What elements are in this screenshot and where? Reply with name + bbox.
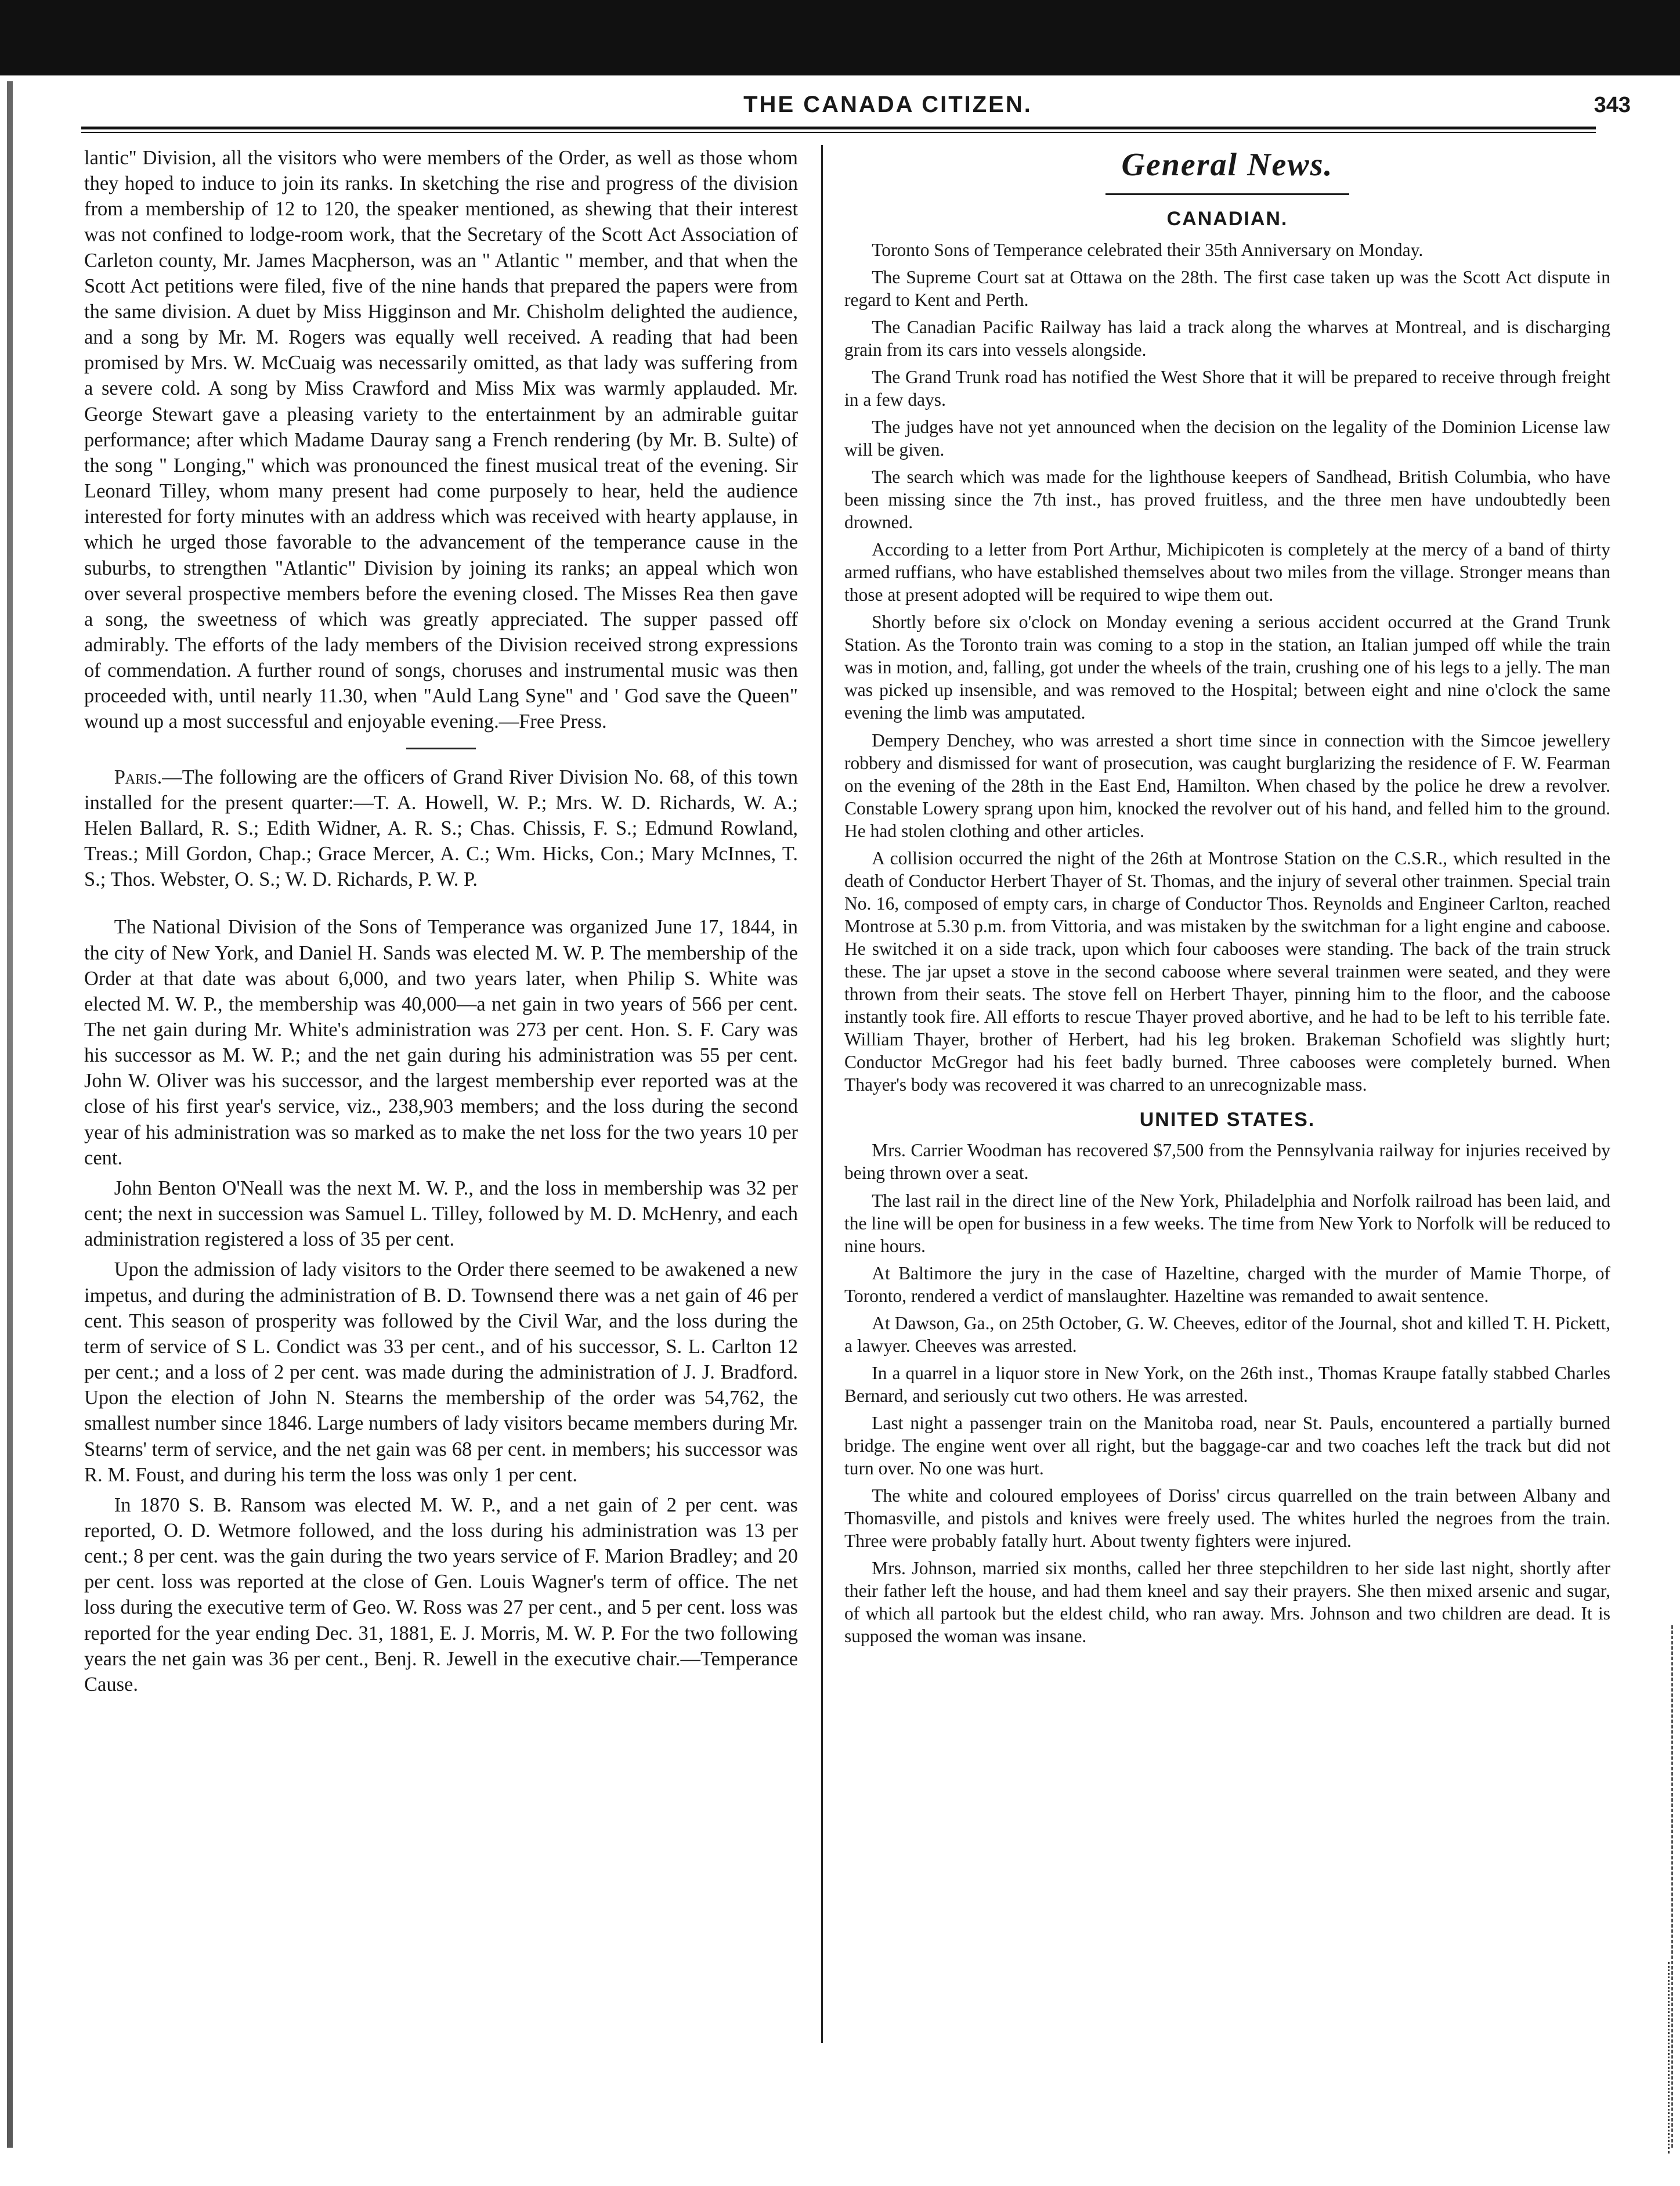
scan-top-band (0, 0, 1680, 75)
paris-lead: Paris. (114, 766, 162, 788)
column-separator (406, 748, 476, 749)
canadian-heading: CANADIAN. (1166, 208, 1288, 230)
masthead-title: THE CANADA CITIZEN. (743, 92, 1032, 117)
scan-right-edge-marks (1666, 1962, 1670, 2153)
article-paragraph: lantic" Division, all the visitors who were members of the Order, as well as those whom they hoped to induce to join its ranks. In sketching the rise and progress of the division from a membership of 12 to 120, the speaker mentioned, as shewing that their interest was not confined to lodge-room work, that the Secretary of the Scott Act Association of Carleton county, Mr. James Macpherson, was an " Atlantic " member, and that when the Scott Act petitions were filed, five of the nine hands that prepared the papers were from the same division. A duet by Miss Higginson and Mr. Chisholm delighted the audience, and a song by Mr. M. Rogers was equally well received. A reading that had been promised by Mrs. W. McCuaig was necessarily omitted, as that lady was suffering from a severe cold. A song by Miss Crawford and Miss Mix was warmly applauded. Mr. George Stewart gave a pleasing variety to the entertainment by an admirable guitar performance; after which Madame Dauray sang a French rendering (by Mr. B. Sulte) of the song " Longing," which was pronounced the finest musical treat of the evening. Sir Leonard Tilley, whom many present had come purposely to hear, held the audience interested for forty minutes with an address which was received with hearty applause, in which he urged those favorable to the advancement of the temperance cause in the suburbs, to strengthen "Atlantic" Division by joining its ranks; an appeal which won over several prospective members before the evening closed. The Misses Rea then gave a song, the sweetness of which was greatly appreciated. The supper passed off admirably. The efforts of the lady members of the Division received strong expressions of commendation. A further round of songs, choruses and instrumental music was then proceeded with, until nearly 11.30, when "Auld Lang Syne" and ' God save the Queen" wound up a most successful and enjoyable evening.—Free Press. (84, 147, 798, 733)
news-item: In a quarrel in a liquor store in New York, on the 26th inst., Thomas Kraupe fatally stabbed Charles Bernard, and seriously cut two others. He was arrested. (844, 1362, 1610, 1406)
news-item: Shortly before six o'clock on Monday evening a serious accident occurred at the Grand Trunk Station. As the Toronto train was coming to a stop in the station, an Italian jumped off while the train was in motion, and, falling, got under the wheels of the train, crushing one of his legs to a jelly. The man was picked up insensible, and was removed to the Hospital; between eight and nine o'clock the same evening the limb was amputated. (844, 612, 1610, 723)
scan-left-edge (7, 81, 13, 2148)
news-item: The Supreme Court sat at Ottawa on the 28th. The first case taken up was the Scott Act dispute in regard to Kent and Perth. (844, 266, 1610, 310)
news-item: A collision occurred the night of the 26th at Montrose Station on the C.S.R., which resulted in the death of Conductor Herbert Thayer of St. Thomas, and the injury of several other trainmen. Special train No. 16, composed of empty cars, in charge of Conductor Thos. Reynolds and Engineer Carlton, reached Montrose at 5.30 p.m. from Vittoria, and was mistaken by the switchman for a light engine and caboose. He switched it on a side track, upon which four cabooses were standing. The back of the train struck these. The jar upset a stove in the second caboose where several trainmen were seated, and they were thrown from their seats. The stove fell on Herbert Thayer, pinning him to the floor, and the caboose instantly took fire. All efforts to rescue Thayer proved abortive, and he had to be left to his terrible fate. William Thayer, brother of Herbert, had his leg broken. Brakeman Schofield was slightly hurt; Conductor McGregor had his feet badly burned. Three cabooses were completely burned. When Thayer's body was recovered it was charred to an unrecognizable mass. (844, 847, 1610, 1095)
header-rule (81, 127, 1596, 133)
section-title: General News. (1121, 147, 1334, 183)
us-heading: UNITED STATES. (1139, 1109, 1316, 1131)
news-item: Mrs. Carrier Woodman has recovered $7,500 from the Pennsylvania railway for injuries received by being thrown over a seat. (844, 1140, 1610, 1184)
news-item: Dempery Denchey, who was arrested a short time since in connection with the Simcoe jewellery robbery and dismissed for want of prosecution, was caught burglarizing the residence of F. W. Fearman on the evening of the 28th in the East End, Hamilton. When chased by the police he drew a revolver. Constable Lowery sprang upon him, knocked the revolver out of his hand, and felled him to the ground. He had stolen clothing and other articles. (844, 730, 1610, 841)
paris-officers-paragraph (84, 764, 798, 893)
news-item: The Grand Trunk road has notified the West Shore that it will be prepared to receive through freight in a few days. (844, 366, 1610, 410)
news-item: At Dawson, Ga., on 25th October, G. W. Cheeves, editor of the Journal, shot and killed T. H. Pickett, a lawyer. Cheeves was arrested. (844, 1312, 1610, 1356)
news-item: The last rail in the direct line of the New York, Philadelphia and Norfolk railroad has been laid, and the line will be open for business in a few weeks. The time from New York to Norfolk will be reduced to nine hours. (844, 1190, 1610, 1256)
scan-right-edge (1669, 1625, 1673, 2148)
news-item: Toronto Sons of Temperance celebrated their 35th Anniversary on Monday. (872, 239, 1424, 260)
news-item: Last night a passenger train on the Manitoba road, near St. Pauls, encountered a partially burned bridge. The engine went over all right, but the baggage-car and two coaches left the track but did not turn over. No one was hurt. (844, 1412, 1610, 1479)
news-item: The search which was made for the lighthouse keepers of Sandhead, British Columbia, who have been missing since the 7th inst., has proved fruitless, and the three men have undoubtedly been drowned. (844, 467, 1610, 533)
section-title-rule (1105, 193, 1349, 195)
paris-text: —The following are the officers of Grand River Division No. 68, of this town installed for the present quarter:—T. A. Howell, W. P.; Mrs. W. D. Richards, W. A.; Helen Ballard, R. S.; Edith Widner, A. R. S.; Chas. Chissis, F. S.; Edmund Rowland, Treas.; Mill Gordon, Chap.; Grace Mercer, A. C.; Wm. Hicks, Con.; Mary McInnes, T. S.; Thos. Webster, O. S.; W. D. Richards, P. W. P. (84, 766, 798, 891)
news-item: According to a letter from Port Arthur, Michipicoten is completely at the mercy of a band of thirty armed ruffians, who have established themselves about two miles from the village. Stronger means than those at present adopted will be required to wipe them out. (844, 539, 1610, 605)
right-column (844, 145, 1610, 2047)
news-item: The judges have not yet announced when the decision on the legality of the Dominion License law will be given. (844, 416, 1610, 460)
history-paragraph: The National Division of the Sons of Temperance was organized June 17, 1844, in the city of New York, and Daniel H. Sands was elected M. W. P. The membership of the Order at that date was about 6,000, and two years later, when Philip S. White was elected M. W. P., the membership was 40,000—a net gain in two years of 566 per cent. The net gain during Mr. White's administration was 273 per cent. Hon. S. F. Cary was his successor as M. W. P.; and the net gain during his administration was 55 per cent. John W. Oliver was his successor, and the largest membership ever reported was at the close of his first year's service, viz., 238,903 members; and the loss during the second year of his administration was so marked as to make the net loss for the two years 10 per cent. (84, 916, 798, 1169)
history-paragraph: In 1870 S. B. Ransom was elected M. W. P., and a net gain of 2 per cent. was reported, O. D. Wetmore followed, and the loss during his administration was 13 per cent.; 8 per cent. was the gain during the two years service of F. Marion Bradley; and 20 per cent. loss was reported at the close of Gen. Louis Wagner's term of office. The net loss during the executive term of Geo. W. Ross was 27 per cent., and 5 per cent. loss was reported for the year ending Dec. 31, 1881, E. J. Morris, M. W. P. For the two following years the net gain was 36 per cent., Benj. R. Jewell in the executive chair.—Temperance Cause. (84, 1494, 798, 1696)
left-column (84, 145, 798, 2047)
page-number: 343 (1594, 93, 1631, 117)
news-item: The white and coloured employees of Doriss' circus quarrelled on the train between Albany and Thomasville, and pistols and knives were freely used. The whites hurled the negroes from the train. Three were probably fatally hurt. About twenty fighters were injured. (844, 1485, 1610, 1552)
news-item: The Canadian Pacific Railway has laid a track along the wharves at Montreal, and is discharging grain from its cars into vessels alongside. (844, 316, 1610, 360)
history-paragraph: John Benton O'Neall was the next M. W. P., and the loss in membership was 32 per cent; the next in succession was Samuel L. Tilley, followed by M. D. McHenry, and each administration registered a loss of 35 per cent. (84, 1177, 798, 1251)
news-item: Mrs. Johnson, married six months, called her three stepchildren to her side last night, shortly after their father left the house, and had them kneel and say their prayers. She then mixed arsenic and sugar, of which all partook but the eldest child, who ran away. Mrs. Johnson and two children are dead. It is supposed the woman was insane. (844, 1558, 1610, 1647)
history-paragraph: Upon the admission of lady visitors to the Order there seemed to be awakened a new impetus, and during the administration of B. D. Townsend there was a net gain of 46 per cent. This season of prosperity was followed by the Civil War, and the loss during the term of service of S L. Condict was 33 per cent., and of his successor, S. L. Carlton 12 per cent.; and a loss of 2 per cent. was made during the administration of J. J. Bradford. Upon the election of John N. Stearns the membership of the order was 54,762, the smallest number since 1846. Large numbers of lady visitors became members during Mr. Stearns' term of service, and the net gain was 68 per cent. in members; his successor was R. M. Foust, and during his term the loss was only 1 per cent. (84, 1258, 798, 1486)
column-divider (821, 145, 823, 2043)
news-item: At Baltimore the jury in the case of Hazeltine, charged with the murder of Mamie Thorpe, of Toronto, rendered a verdict of manslaughter. Hazeltine was remanded to await sentence. (844, 1262, 1610, 1306)
